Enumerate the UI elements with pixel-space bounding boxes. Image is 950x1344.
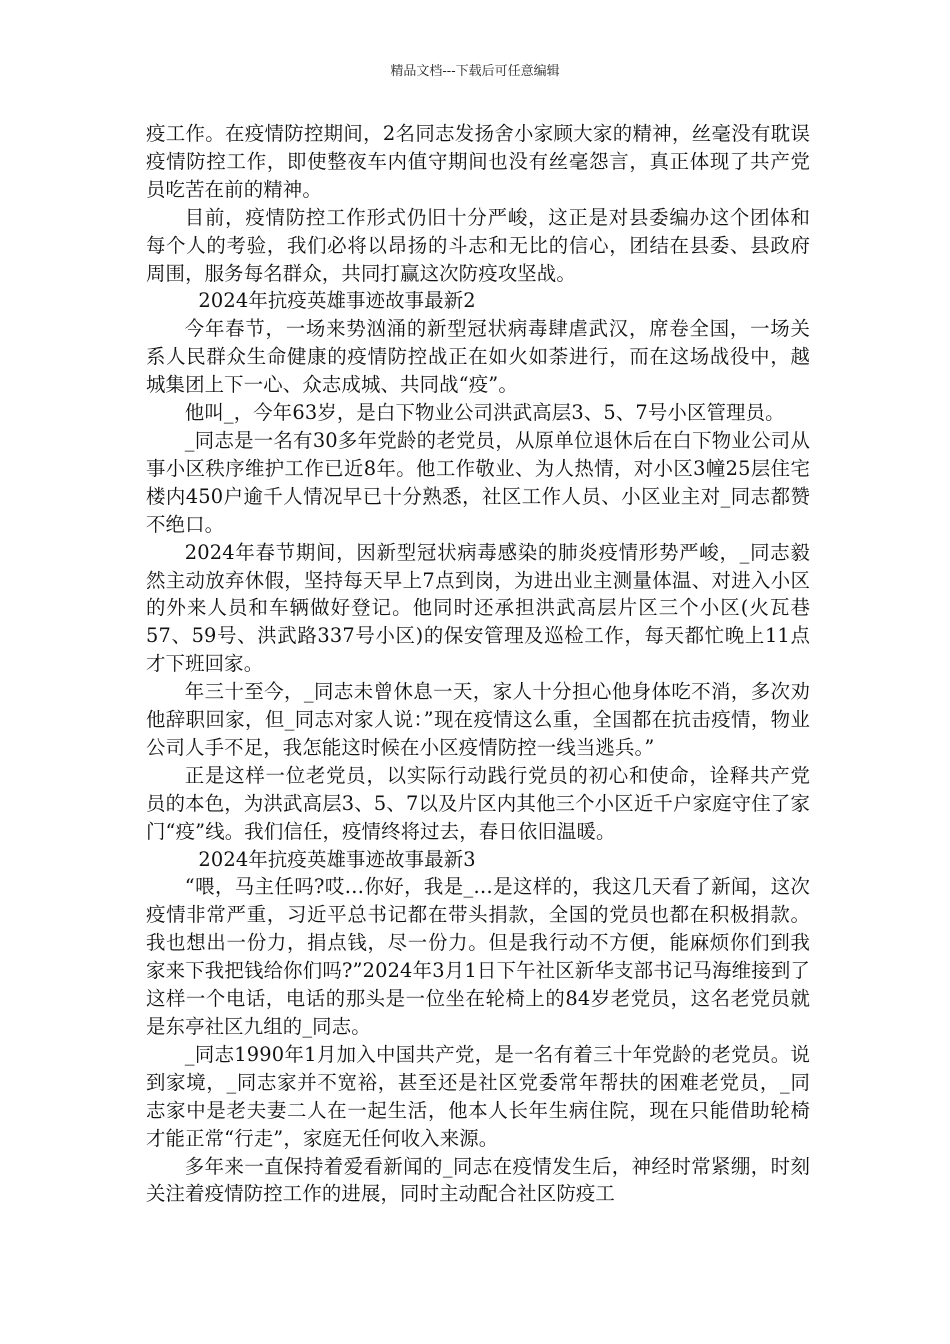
- paragraph: 多年来一直保持着爱看新闻的_同志在疫情发生后，神经时常紧绷，时刻关注着疫情防控工作的进展，同时主动配合社区防疫工: [146, 1154, 810, 1206]
- page-header: 精品文档---下载后可任意编辑: [390, 64, 560, 79]
- paragraph: 正是这样一位老党员，以实际行动践行党员的初心和使命，诠释共产党员的本色，为洪武高层3、5、7以及片区内其他三个小区近千户家庭守住了家门“疫”线。我们信任，疫情终将过去，春日依旧温暖。: [146, 763, 810, 843]
- paragraph: “喂，马主任吗?哎…你好，我是_…是这样的，我这几天看了新闻，这次疫情非常严重，习近平总书记都在带头捐款，全国的党员也都在积极捐款。我也想出一份力，捐点钱，尽一份力。但是我行动不方便，能麻烦你们到我家来下我把钱给你们吗?”2024年3月1日下午社区新华支部书记马海维接到了这样一个电话，电话的那头是一位坐在轮椅上的84岁老党员，这名老党员就是东亭社区九组的_同志。: [146, 875, 810, 1038]
- paragraph: 2024年春节期间，因新型冠状病毒感染的肺炎疫情形势严峻，_同志毅然主动放弃休假，坚持每天早上7点到岗，为进出业主测量体温、对进入小区的外来人员和车辆做好登记。他同时还承担洪武高层片区三个小区(火瓦巷57、59号、洪武路337号小区)的保安管理及巡检工作，每天都忙晚上11点才下班回家。: [146, 540, 810, 676]
- paragraph: 目前，疫情防控工作形式仍旧十分严峻，这正是对县委编办这个团体和每个人的考验，我们必将以昂扬的斗志和无比的信心，团结在县委、县政府周围，服务每名群众，共同打赢这次防疫攻坚战。: [146, 205, 810, 285]
- paragraph: _同志1990年1月加入中国共产党，是一名有着三十年党龄的老党员。说到家境，_同志家并不宽裕，甚至还是社区党委常年帮扶的困难老党员，_同志家中是老夫妻二人在一起生活，他本人长年生病住院，现在只能借助轮椅才能正常“行走”，家庭无任何收入来源。: [146, 1042, 810, 1150]
- section-heading: 2024年抗疫英雄事迹故事最新3: [198, 847, 476, 871]
- paragraph: _同志是一名有30多年党龄的老党员，从原单位退休后在白下物业公司从事小区秩序维护工作已近8年。他工作敬业、为人热情，对小区3幢25层住宅楼内450户逾千人情况早已十分熟悉，社区工作人员、小区业主对_同志都赞不绝口。: [146, 428, 810, 536]
- paragraph: 他叫_，今年63岁，是白下物业公司洪武高层3、5、7号小区管理员。: [184, 401, 785, 425]
- paragraph: 年三十至今，_同志未曾休息一天，家人十分担心他身体吃不消，多次劝他辞职回家，但_同志对家人说：”现在疫情这么重，全国都在抗击疫情，物业公司人手不足，我怎能这时候在小区疫情防控一线当逃兵。”: [146, 680, 810, 759]
- section-heading: 2024年抗疫英雄事迹故事最新2: [198, 289, 476, 313]
- paragraph-continued: 疫工作。在疫情防控期间，2名同志发扬舍小家顾大家的精神，丝毫没有耽误疫情防控工作，即使整夜车内值守期间也没有丝毫怨言，真正体现了共产党员吃苦在前的精神。: [146, 122, 810, 201]
- document-body: [146, 120, 810, 1208]
- paragraph: 今年春节，一场来势汹涌的新型冠状病毒肆虐武汉，席卷全国，一场关系人民群众生命健康的疫情防控战正在如火如荼进行，而在这场战役中，越城集团上下一心、众志成城、共同战“疫”。: [146, 317, 810, 397]
